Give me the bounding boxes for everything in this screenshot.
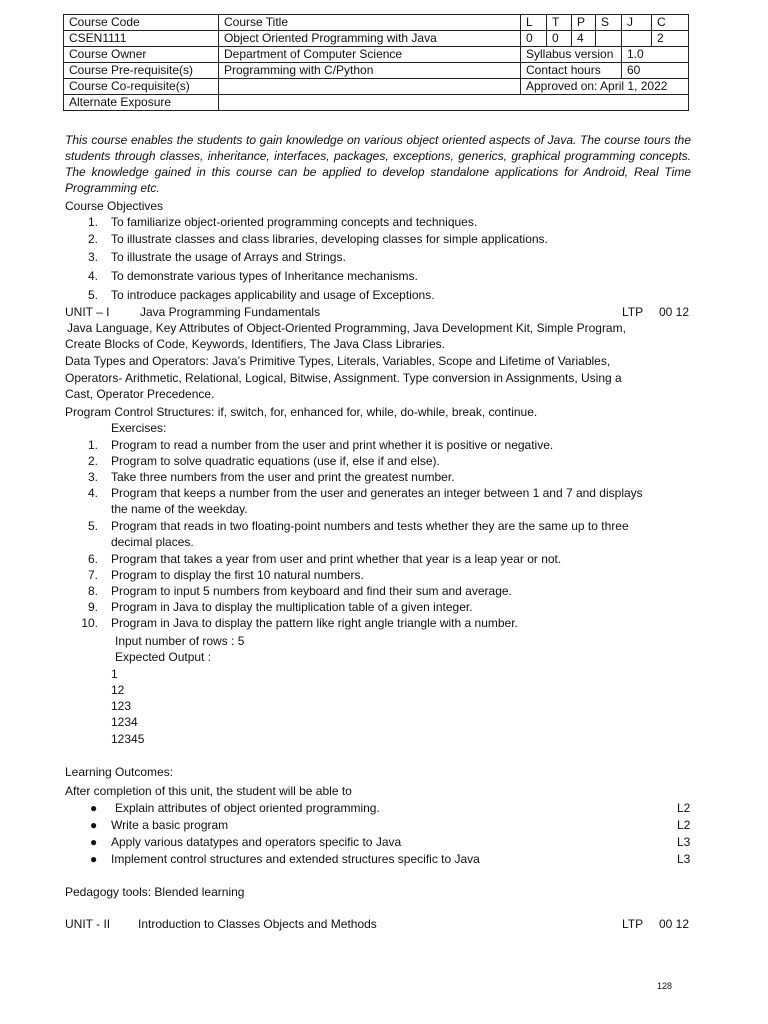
unit1-title: Java Programming Fundamentals: [140, 305, 321, 319]
list-item: Apply various datatypes and operators specific to Java: [111, 835, 402, 849]
list-item: Write a basic program: [111, 818, 229, 832]
list-number: 8.: [87, 584, 98, 598]
bullet-icon: ●: [90, 852, 98, 866]
unit2-label: UNIT - II: [65, 917, 111, 931]
table-row: [64, 15, 689, 31]
table-cell: Programming with C/Python: [219, 63, 521, 79]
output-line: 12: [111, 683, 125, 697]
table-row: [64, 95, 689, 111]
unit1-text-line: Operators- Arithmetic, Relational, Logical, Bitwise, Assignment. Type conversion in Assignments, Using a: [65, 371, 622, 385]
list-item: To illustrate the usage of Arrays and Strings.: [111, 250, 346, 264]
table-cell: 1.0: [622, 47, 689, 63]
list-item: Program to read a number from the user and print whether it is positive or negative.: [111, 438, 554, 452]
list-number: 9.: [87, 600, 98, 614]
table-cell: C: [652, 15, 689, 31]
outcome-level: L3: [677, 852, 691, 866]
learning-outcomes-heading: Learning Outcomes:: [65, 765, 174, 779]
table-cell: 4: [572, 31, 596, 47]
table-cell: Contact hours: [521, 63, 622, 79]
list-number: 4.: [87, 486, 98, 500]
list-number: 10.: [81, 616, 98, 630]
table-row: [64, 79, 689, 95]
table-cell: [596, 31, 622, 47]
input-rows-text: Input number of rows : 5: [115, 634, 245, 648]
list-item: Program to input 5 numbers from keyboard and find their sum and average.: [111, 584, 512, 598]
table-cell: Course Owner: [64, 47, 219, 63]
unit1-ltp-label: LTP: [622, 305, 644, 319]
table-cell: Object Oriented Programming with Java: [219, 31, 521, 47]
table-cell: 60: [622, 63, 689, 79]
unit2-title: Introduction to Classes Objects and Methods: [138, 917, 377, 931]
table-cell: Course Pre-requisite(s): [64, 63, 219, 79]
list-item: Program that reads in two floating-point numbers and tests whether they are the same up to three: [111, 519, 629, 533]
unit1-text-line: Java Language, Key Attributes of Object-Oriented Programming, Java Development Kit, Simple Program,: [67, 321, 626, 335]
course-info-table: [63, 14, 689, 111]
table-cell: S: [596, 15, 622, 31]
table-cell: Course Co-requisite(s): [64, 79, 219, 95]
list-number: 3.: [87, 470, 98, 484]
list-item: To familiarize object-oriented programming concepts and techniques.: [111, 215, 478, 229]
learning-outcomes-intro: After completion of this unit, the student will be able to: [65, 784, 352, 798]
output-line: 1234: [111, 715, 138, 729]
list-number: 5.: [87, 288, 98, 302]
outcome-level: L2: [677, 801, 691, 815]
table-cell: P: [572, 15, 596, 31]
list-number: 7.: [87, 568, 98, 582]
table-cell: [219, 79, 521, 95]
course-description: This course enables the students to gain knowledge on various object oriented aspects of Java. The course tours the students through classes, inheritance, interfaces, packages, exceptions, generics, graphical programming concepts. The knowledge gained in this course can be applied to develop standalone applications for Android, Real Time Programming etc.: [65, 133, 691, 195]
unit1-text-line: Cast, Operator Precedence.: [65, 387, 215, 401]
table-row: [64, 63, 689, 79]
table-cell: J: [622, 15, 652, 31]
list-item: Program in Java to display the pattern like right angle triangle with a number.: [111, 616, 518, 630]
list-item-continuation: the name of the weekday.: [111, 502, 248, 516]
unit1-text-line: Program Control Structures: if, switch, for, enhanced for, while, do-while, break, continue.: [65, 405, 538, 419]
table-cell: Syllabus version: [521, 47, 622, 63]
list-item: To introduce packages applicability and usage of Exceptions.: [111, 288, 435, 302]
table-cell: [219, 95, 689, 111]
unit2-ltp-value: 00 12: [659, 917, 690, 931]
bullet-icon: ●: [90, 818, 98, 832]
table-cell: 0: [521, 31, 547, 47]
table-cell: 0: [547, 31, 572, 47]
list-item: Program that keeps a number from the user and generates an integer between 1 and 7 and displays: [111, 486, 643, 500]
list-item: To demonstrate various types of Inheritance mechanisms.: [111, 269, 418, 283]
list-item-continuation: decimal places.: [111, 535, 194, 549]
output-line: 1: [111, 667, 118, 681]
table-cell: T: [547, 15, 572, 31]
list-number: 1.: [87, 215, 98, 229]
page-number: 128: [657, 981, 673, 991]
list-item: Program that takes a year from user and print whether that year is a leap year or not.: [111, 552, 562, 566]
list-number: 5.: [87, 519, 98, 533]
table-cell: L: [521, 15, 547, 31]
table-cell: Approved on: April 1, 2022: [521, 79, 689, 95]
exercises-label: Exercises:: [111, 421, 167, 435]
list-item: Program to display the first 10 natural numbers.: [111, 568, 364, 582]
list-number: 1.: [87, 438, 98, 452]
table-cell: Course Title: [219, 15, 521, 31]
unit1-ltp-value: 00 12: [659, 305, 690, 319]
list-number: 4.: [87, 269, 98, 283]
list-number: 2.: [87, 232, 98, 246]
table-cell: 2: [652, 31, 689, 47]
list-item: Program to solve quadratic equations (use if, else if and else).: [111, 454, 440, 468]
list-item: To illustrate classes and class libraries, developing classes for simple applications.: [111, 232, 548, 246]
unit1-text-line: Create Blocks of Code, Keywords, Identifiers, The Java Class Libraries.: [65, 337, 445, 351]
table-cell: Course Code: [64, 15, 219, 31]
output-line: 12345: [111, 732, 145, 746]
unit1-text-line: Data Types and Operators: Java’s Primitive Types, Literals, Variables, Scope and Lifetime of Variables,: [65, 354, 611, 368]
table-cell: Alternate Exposure: [64, 95, 219, 111]
output-line: 123: [111, 699, 132, 713]
list-number: 6.: [87, 552, 98, 566]
list-item: Take three numbers from the user and print the greatest number.: [111, 470, 455, 484]
list-item: Explain attributes of object oriented programming.: [115, 801, 380, 815]
list-number: 3.: [87, 250, 98, 264]
table-cell: Department of Computer Science: [219, 47, 521, 63]
list-item: Program in Java to display the multiplication table of a given integer.: [111, 600, 473, 614]
pedagogy-text: Pedagogy tools: Blended learning: [65, 885, 245, 899]
expected-output-label: Expected Output :: [115, 650, 212, 664]
list-item: Implement control structures and extended structures specific to Java: [111, 852, 480, 866]
bullet-icon: ●: [90, 801, 98, 815]
bullet-icon: ●: [90, 835, 98, 849]
list-number: 2.: [87, 454, 98, 468]
objectives-heading: Course Objectives: [65, 199, 164, 213]
outcome-level: L2: [677, 818, 691, 832]
table-row: [64, 47, 689, 63]
table-cell: CSEN1111: [64, 31, 219, 47]
unit2-ltp-label: LTP: [622, 917, 644, 931]
table-row: [64, 31, 689, 47]
outcome-level: L3: [677, 835, 691, 849]
table-cell: [622, 31, 652, 47]
unit1-label: UNIT – I: [65, 305, 110, 319]
